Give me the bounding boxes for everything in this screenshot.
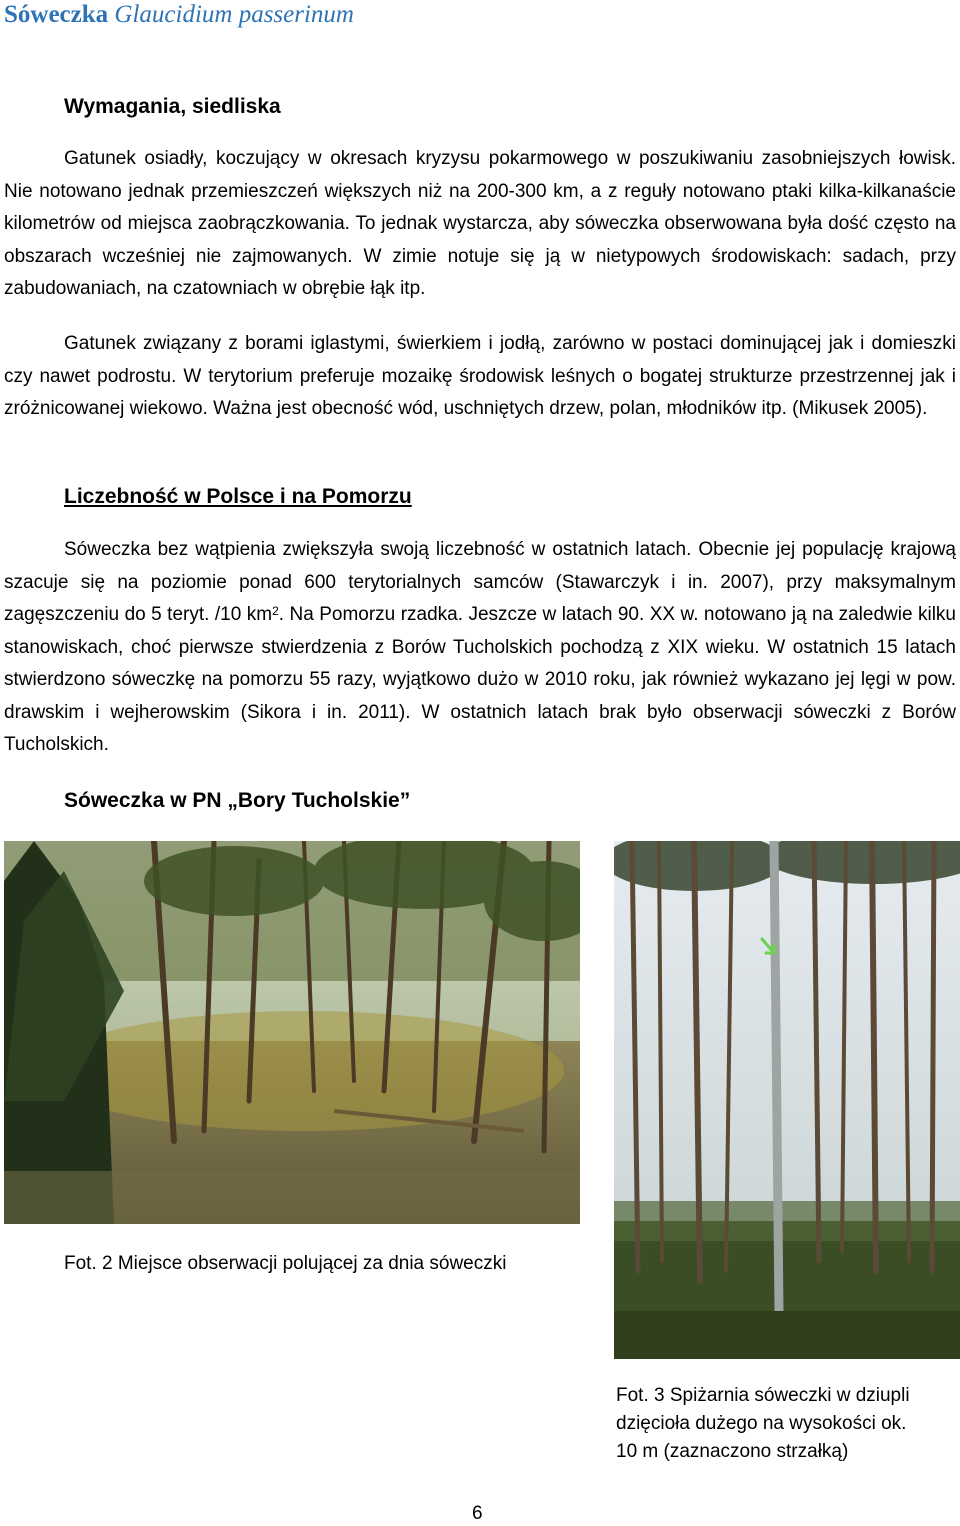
page-number: 6: [472, 1503, 483, 1524]
photo-forest-observation-site: [4, 841, 580, 1224]
photo-3-caption-line-3: 10 m (zaznaczono strzałką): [616, 1441, 849, 1462]
document-title: [4, 0, 354, 30]
photo-3-caption: [616, 1382, 910, 1466]
population-heading: Liczebność w Polsce i na Pomorzu: [64, 485, 412, 508]
habitat-paragraph-2: Gatunek związany z borami iglastymi, świerkiem i jodłą, zarówno w postaci dominującej jak i domieszki czy nawet podrostu. W terytorium preferuje mozaikę środowisk leśnych o bogatej strukturze przestrzennej jak i zróżnicowanej wiekowo. Ważna jest obecność wód, uschniętych drzew, polan, młodników itp. (Mikusek 2005).: [4, 333, 956, 419]
population-paragraph: [4, 534, 956, 762]
superscript-2: 2: [272, 604, 279, 618]
photo-pine-forest-cavity: [614, 841, 960, 1359]
forest-landscape-image: [4, 841, 580, 1224]
habitat-heading: Wymagania, siedliska: [64, 95, 281, 118]
population-text-end: . Na Pomorzu rzadka. Jeszcze w latach 90. XX w. notowano ją na zaledwie kilku stanowiskach, choć pierwsze stwierdzenia z Borów Tucholskich pochodzą z XIX wieku. W ostatnich 15 latach stwierdzono sóweczkę na pomorzu 55 razy, wyjątkowo dużo w 2010 roku, jak również wykazano jej lęgi w pow. drawskim i wejherowskim (Sikora i in. 2011). W ostatnich latach brak było obserwacji sóweczki z Borów Tucholskich.: [4, 604, 957, 755]
photo-3-caption-line-2: dzięcioła dużego na wysokości ok.: [616, 1413, 907, 1434]
habitat-paragraph-1: Gatunek osiadły, koczujący w okresach kryzysu pokarmowego w poszukiwaniu zasobniejszych łowisk. Nie notowano jednak przemieszczeń większych niż na 200-300 km, a z reguły notowano ptaki kilka-kilkanaście kilometrów od miejsca zaobrączkowania. To jednak wystarcza, aby sóweczka obserwowana była dość często na obszarach wcześniej nie zajmowanych. W zimie notuje się ją w nietypowych środowiskach: sadach, przy zabudowaniach, na czatowniach w obrębie łąk itp.: [4, 148, 956, 299]
population-text-start: Sóweczka bez wątpienia zwiększyła swoją liczebność w ostatnich latach. Obecnie jej populację krajową szacuje się na poziomie ponad 600 terytorialnych samców (Stawarczyk i in. 2007), przy maksymalnym zagęszczeniu do 5 teryt. /10 km: [4, 539, 956, 625]
photo-2-caption: Fot. 2 Miejsce obserwacji polującej za dnia sóweczki: [64, 1253, 507, 1274]
species-latin-name: Glaucidium passerinum: [114, 1, 354, 28]
park-heading: Sóweczka w PN „Bory Tucholskie”: [64, 789, 411, 812]
photo-3-caption-line-1: Fot. 3 Spiżarnia sóweczki w dziupli: [616, 1385, 910, 1406]
species-common-name: Sóweczka: [4, 1, 109, 28]
pine-forest-image: [614, 841, 960, 1359]
